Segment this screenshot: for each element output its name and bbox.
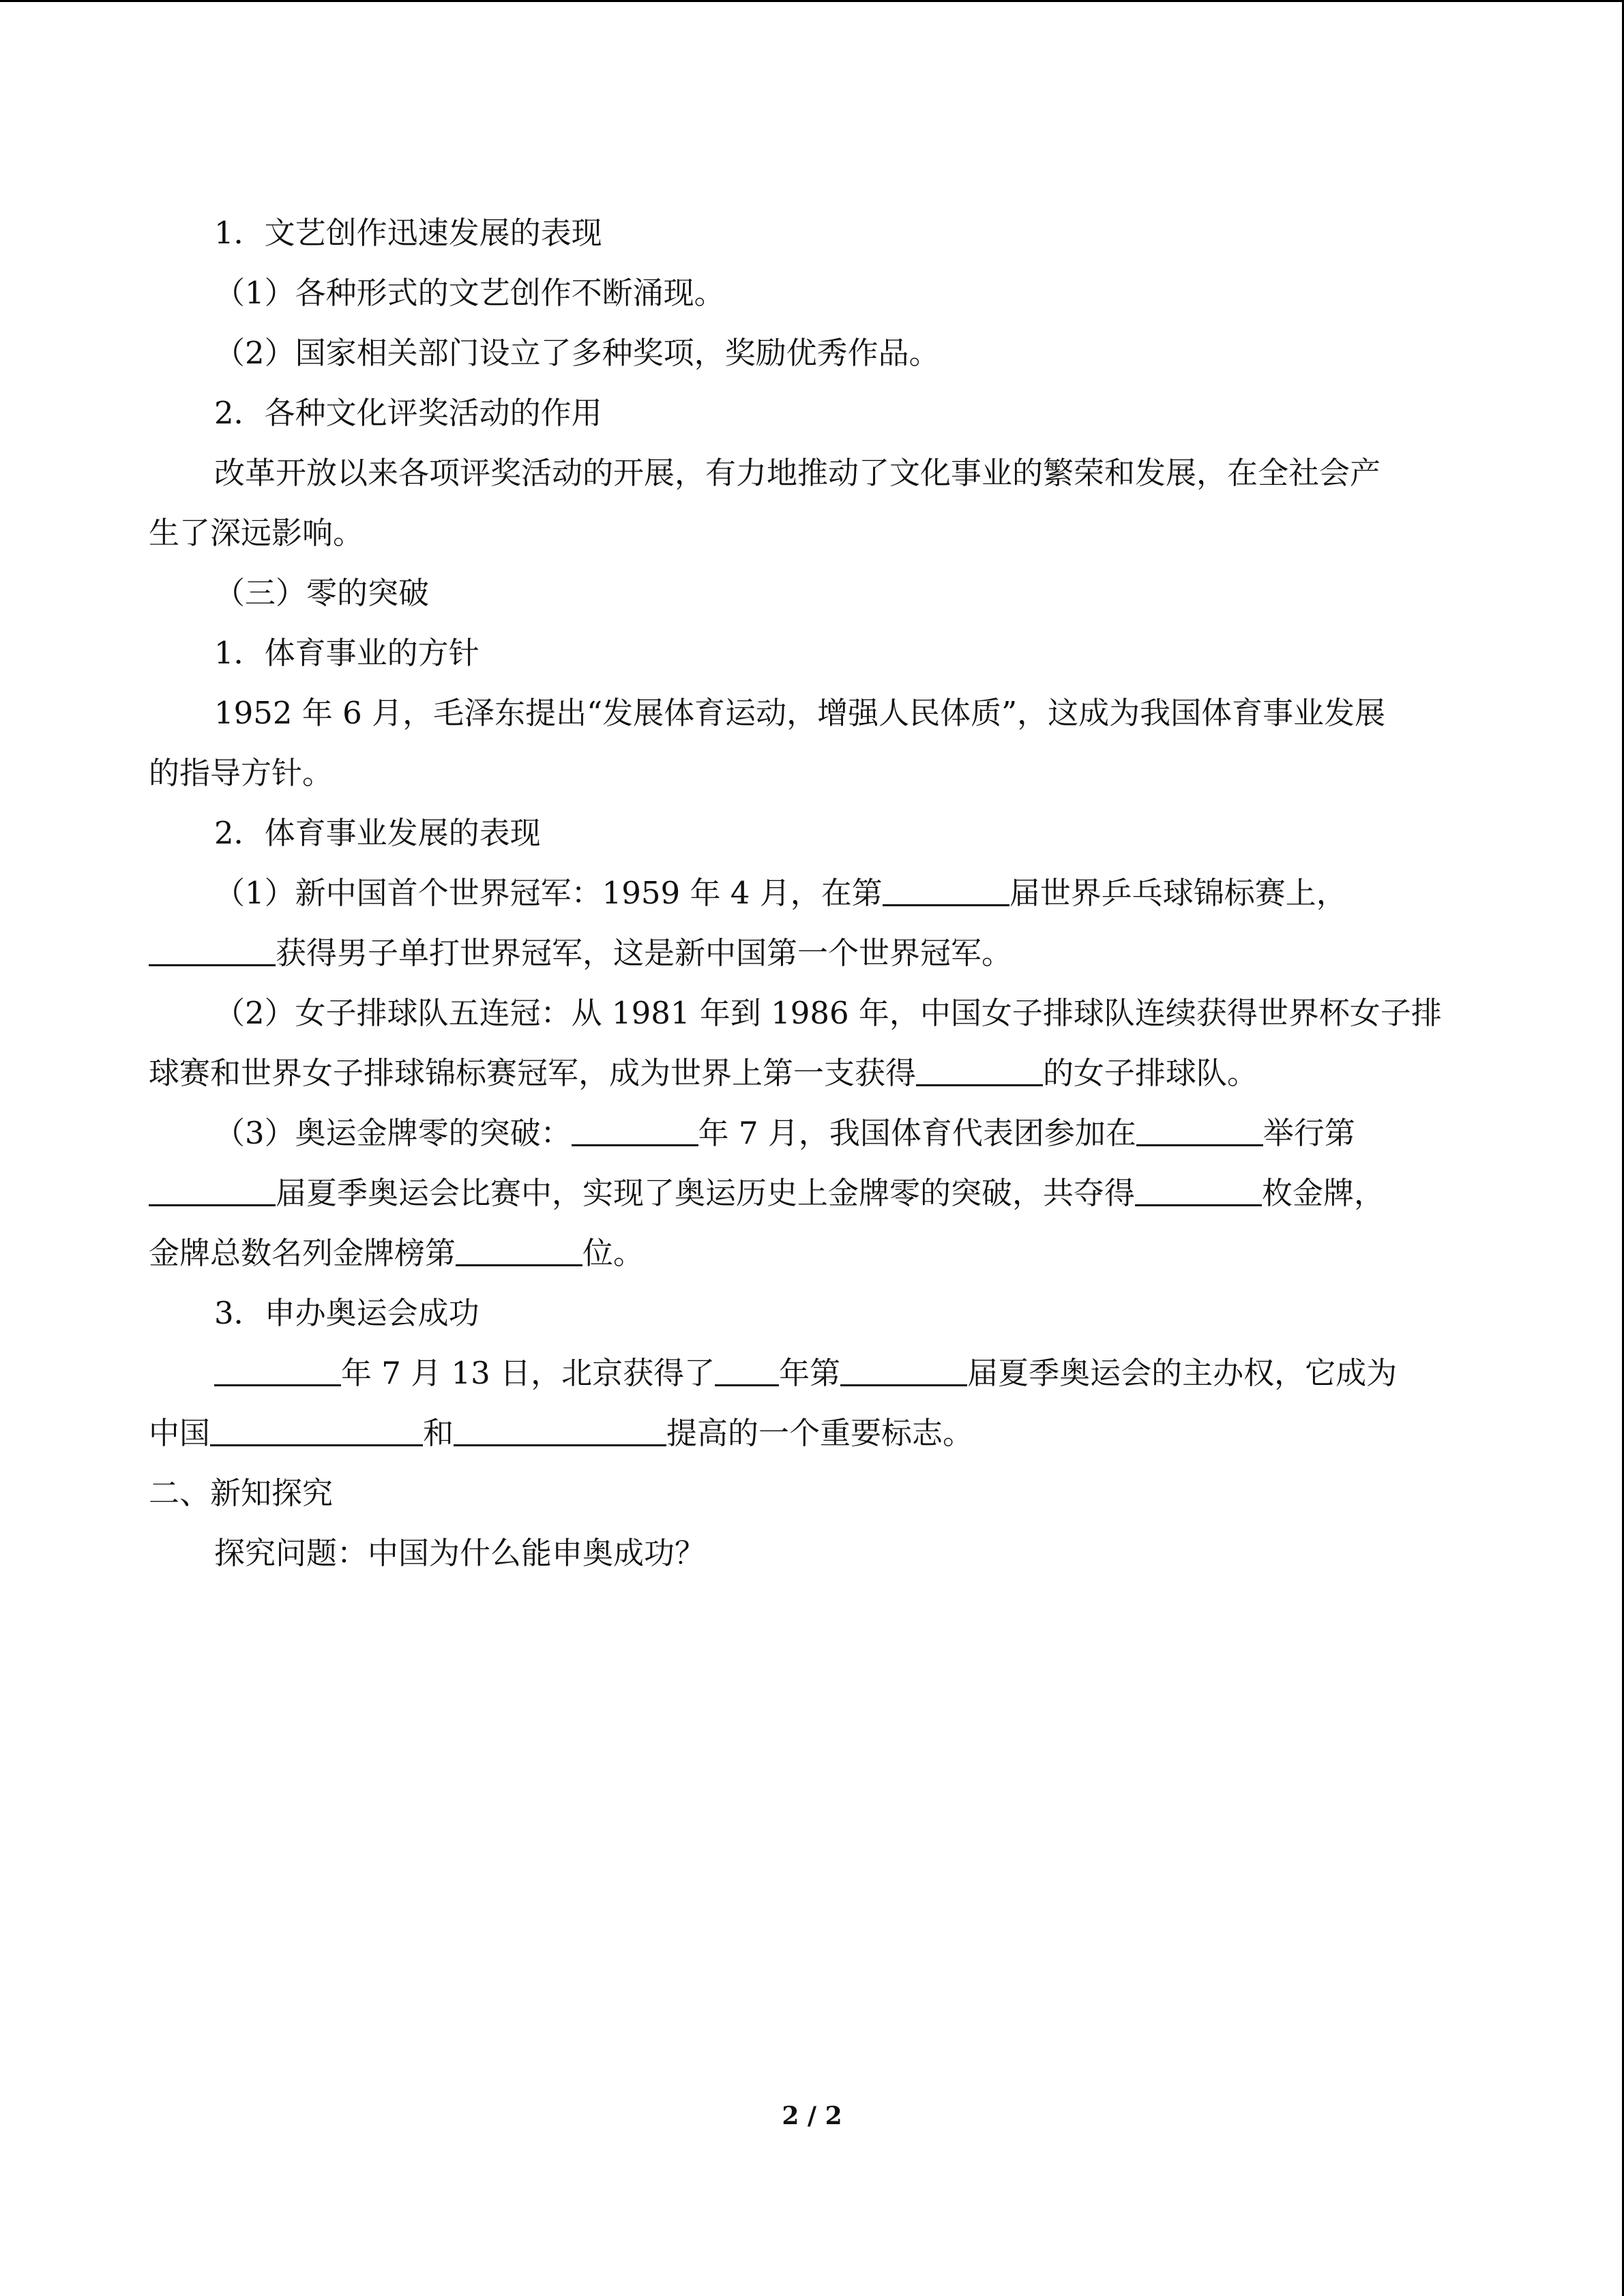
blank-olympic-year[interactable]: [572, 1113, 698, 1146]
text: 届夏季奥运会比赛中，实现了奥运历史上金牌零的突破，共夺得: [276, 1175, 1136, 1211]
heading-olympic-bid: 3．申办奥运会成功: [214, 1295, 479, 1331]
fill-olympic-line3: [149, 1223, 1479, 1283]
text: 年 7 月 13 日，北京获得了: [341, 1355, 715, 1391]
blank-host-year[interactable]: [715, 1353, 779, 1386]
section-new-knowledge: 二、新知探究: [149, 1475, 334, 1511]
text: 提高的一个重要标志。: [666, 1415, 974, 1451]
fill-bid-line1: [149, 1343, 1479, 1403]
blank-olympic-city[interactable]: [1136, 1113, 1263, 1146]
heading-sports-policy: 1．体育事业的方针: [214, 635, 479, 671]
blank-session-number[interactable]: [883, 873, 1009, 906]
text: 金牌总数名列金牌榜第: [149, 1235, 456, 1271]
document-body: [149, 203, 1479, 1583]
text: 的女子排球队。: [1043, 1055, 1258, 1091]
inquiry-question: 探究问题：中国为什么能申奥成功？: [214, 1535, 706, 1571]
text: （3）奥运金牌零的突破：: [214, 1115, 572, 1151]
heading-zero-breakthrough: （三）零的突破: [214, 575, 430, 611]
text: 枚金牌，: [1262, 1175, 1385, 1211]
blank-gold-count[interactable]: [1135, 1173, 1262, 1206]
heading-award-effects: 2．各种文化评奖活动的作用: [214, 395, 602, 431]
text: 举行第: [1263, 1115, 1355, 1151]
paragraph-mao-line1: 1952 年 6 月，毛泽东提出“发展体育运动，增强人民体质”，这成为我国体育事业发展: [214, 695, 1386, 731]
blank-china-aspect-1[interactable]: [210, 1413, 423, 1446]
paragraph-awards: （2）国家相关部门设立了多种奖项，奖励优秀作品。: [214, 335, 940, 371]
heading-literature-development: 1．文艺创作迅速发展的表现: [214, 215, 602, 251]
text: 届夏季奥运会的主办权，它成为: [967, 1355, 1398, 1391]
page-number: 2 / 2: [782, 2102, 842, 2130]
fill-olympic-line1: [149, 1103, 1479, 1163]
blank-host-number[interactable]: [840, 1353, 967, 1386]
paragraph-reform-line1: 改革开放以来各项评奖活动的开展，有力地推动了文化事业的繁荣和发展，在全社会产: [214, 455, 1381, 491]
text: （1）新中国首个世界冠军：1959 年 4 月，在第: [214, 875, 883, 911]
text: 届世界乒乓球锦标赛上，: [1009, 875, 1347, 911]
text: 年 7 月，我国体育代表团参加在: [698, 1115, 1136, 1151]
page-border-top: [0, 0, 1624, 2]
fill-volleyball-line1: （2）女子排球队五连冠：从 1981 年到 1986 年，中国女子排球队连续获得世界杯女子排: [214, 995, 1442, 1031]
paragraph-reform-line2: 生了深远影响。: [149, 515, 364, 551]
text: 年第: [779, 1355, 841, 1391]
fill-volleyball-line2: [149, 1043, 1479, 1103]
text: 获得男子单打世界冠军，这是新中国第一个世界冠军。: [276, 935, 1013, 971]
text: 中国: [149, 1415, 211, 1451]
blank-volleyball-achievement[interactable]: [916, 1053, 1043, 1086]
fill-bid-line2: [149, 1403, 1479, 1463]
fill-world-champion-line2: [149, 923, 1479, 983]
blank-champion-name[interactable]: [149, 933, 276, 966]
fill-world-champion-line1: [149, 863, 1479, 923]
fill-olympic-line2: [149, 1163, 1479, 1223]
blank-medal-rank[interactable]: [456, 1233, 582, 1266]
heading-sports-development: 2．体育事业发展的表现: [214, 815, 541, 851]
text: 位。: [582, 1235, 645, 1271]
blank-bid-year[interactable]: [214, 1353, 341, 1386]
paragraph-mao-line2: 的指导方针。: [149, 755, 334, 791]
text: 和: [423, 1415, 454, 1451]
paragraph-literature-forms: （1）各种形式的文艺创作不断涌现。: [214, 275, 725, 311]
text: 球赛和世界女子排球锦标赛冠军，成为世界上第一支获得: [149, 1055, 917, 1091]
blank-china-aspect-2[interactable]: [454, 1413, 666, 1446]
blank-olympic-number[interactable]: [149, 1173, 276, 1206]
